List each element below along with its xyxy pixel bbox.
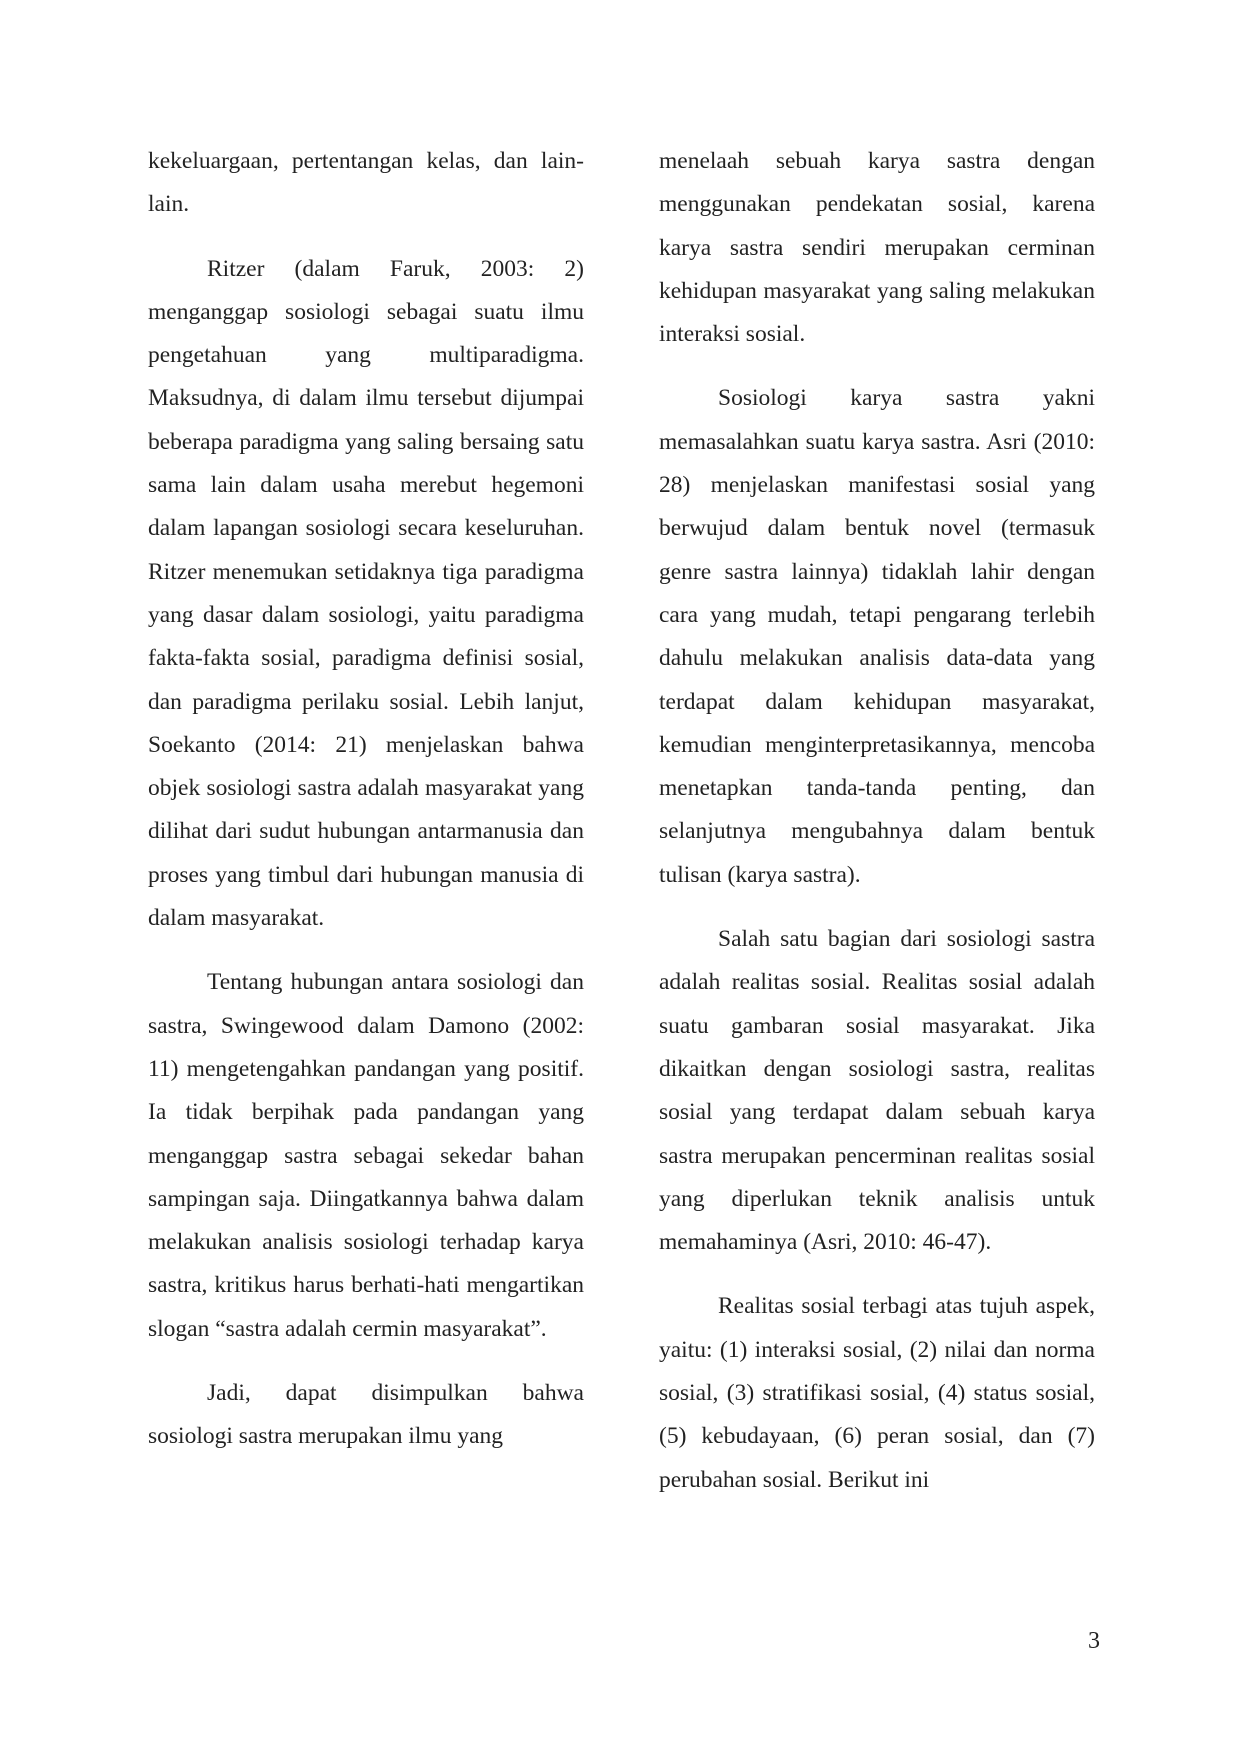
paragraph-sosiologi-karya-sastra: Sosiologi karya sastra yakni memasalahkan suatu karya sastra. Asri (2010: 28) menjelaskan manifestasi sosial yang berwujud dalam bentuk novel (termasuk genre sastra lainnya) tidaklah lahir dengan cara yang mudah, tetapi pengarang terlebih dahulu melakukan analisis data-data yang terdapat dalam kehidupan masyarakat, kemudian menginterpretasikannya, mencoba menetapkan tanda-tanda penting, dan selanjutnya mengubahnya dalam bentuk tulisan (karya sastra).	[659, 385, 1095, 888]
paragraph-aspek-realitas: Realitas sosial terbagi atas tujuh aspek, yaitu: (1) interaksi sosial, (2) nilai dan norma sosial, (3) stratifikasi sosial, (4) status sosial, (5) kebudayaan, (6) peran sosial, dan (7) perubahan sosial. Berikut ini	[659, 1293, 1095, 1493]
left-column	[148, 140, 584, 1480]
paragraph-conclusion: Jadi, dapat disimpulkan bahwa sosiologi sastra merupakan ilmu yang	[148, 1380, 584, 1450]
page-number: 3	[1088, 1628, 1100, 1654]
paragraph-ritzer: Ritzer (dalam Faruk, 2003: 2) menganggap sosiologi sebagai suatu ilmu pengetahuan yang multiparadigma. Maksudnya, di dalam ilmu tersebut dijumpai beberapa paradigma yang saling bersaing satu sama lain dalam usaha merebut hegemoni dalam lapangan sosiologi secara keseluruhan. Ritzer menemukan setidaknya tiga paradigma yang dasar dalam sosiologi, yaitu paradigma fakta-fakta sosial, paradigma definisi sosial, dan paradigma perilaku sosial. Lebih lanjut, Soekanto (2014: 21) menjelaskan bahwa objek sosiologi sastra adalah masyarakat yang dilihat dari sudut hubungan antarmanusia dan proses yang timbul dari hubungan manusia di dalam masyarakat.	[148, 255, 584, 932]
paragraph-continuation: kekeluargaan, pertentangan kelas, dan lain-lain.	[148, 148, 584, 218]
paragraph-swingewood: Tentang hubungan antara sosiologi dan sastra, Swingewood dalam Damono (2002: 11) mengetengahkan pandangan yang positif. Ia tidak berpihak pada pandangan yang menganggap sastra sebagai sekedar bahan sampingan saja. Diingatkannya bahwa dalam melakukan analisis sosiologi terhadap karya sastra, kritikus harus berhati-hati mengartikan slogan “sastra adalah cermin masyarakat”.	[148, 969, 584, 1342]
paragraph-continuation: menelaah sebuah karya sastra dengan menggunakan pendekatan sosial, karena karya sastra sendiri merupakan cerminan kehidupan masyarakat yang saling melakukan interaksi sosial.	[659, 148, 1095, 348]
right-column	[659, 140, 1095, 1523]
paragraph-realitas-sosial: Salah satu bagian dari sosiologi sastra adalah realitas sosial. Realitas sosial adalah suatu gambaran sosial masyarakat. Jika dikaitkan dengan sosiologi sastra, realitas sosial yang terdapat dalam sebuah karya sastra merupakan pencerminan realitas sosial yang diperlukan teknik analisis untuk memahaminya (Asri, 2010: 46-47).	[659, 926, 1095, 1256]
